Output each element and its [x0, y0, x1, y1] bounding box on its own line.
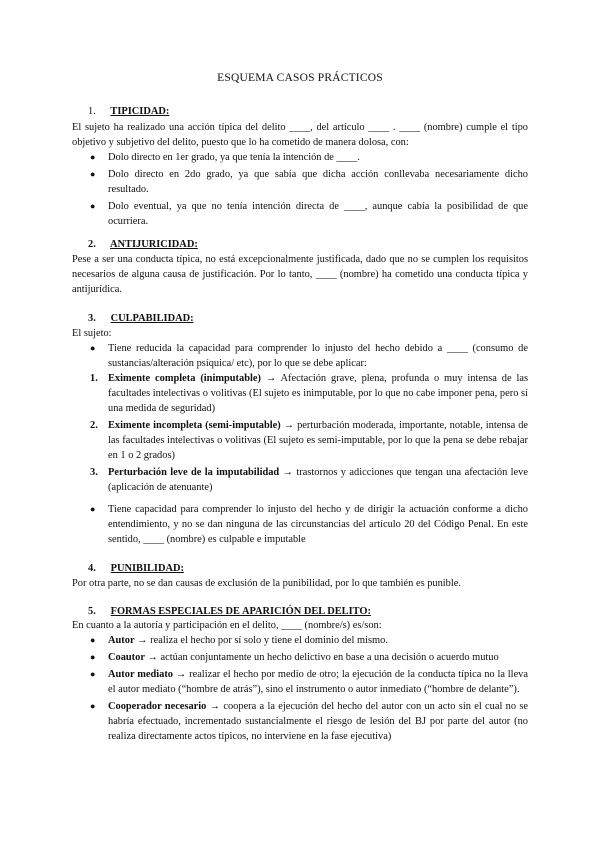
section-5-intro: En cuanto a la autoría y participación en el delito, ____ (nombre/s) es/son:: [72, 620, 382, 631]
section-1-intro: El sujeto ha realizado una acción típica del delito ____, del artículo ____ . ____ (nombre) cumple el tipo objetivo y subjetivo del delito, puesto que lo ha cometido de manera dolosa, con:: [72, 122, 528, 148]
section-4-heading: [72, 561, 184, 576]
item-number: 3.: [90, 467, 98, 478]
section-title: ANTIJURICIDAD:: [110, 239, 198, 250]
section-title: TIPICIDAD:: [110, 106, 170, 117]
bullet-icon: ●: [90, 701, 96, 711]
list-item: ● Tiene reducida la capacidad para comprender lo injusto del hecho debido a ____ (consumo de sustancias/alteración psíquica/ etc), por lo que se debe aplicar:: [90, 343, 528, 369]
section-4-text: Por otra parte, no se dan causas de exclusión de la punibilidad, por lo que también es punible.: [72, 578, 461, 589]
section-5-bullets: [72, 633, 528, 746]
list-item: ● Tiene capacidad para comprender lo injusto del hecho y de dirigir la actuación conforme a dicho entendimiento, y no se dan ninguna de las circunstancias del artículo 20 del Código Penal. En este sentido, ____ (nombre) es culpable e imputable: [90, 504, 528, 545]
bullet-icon: ●: [90, 635, 96, 645]
bullet-icon: ●: [90, 201, 96, 211]
bullet-icon: ●: [90, 152, 96, 162]
section-number: 5.: [88, 606, 96, 617]
bullet-icon: ●: [90, 504, 96, 514]
section-title: PUNIBILIDAD:: [110, 563, 184, 574]
section-5-heading: [72, 604, 371, 619]
section-number: 4.: [88, 563, 96, 574]
section-2-heading: [72, 237, 198, 252]
section-3-bullet-1: [72, 341, 528, 373]
list-item: ● Cooperador necesario → coopera a la ejecución del hecho del autor con un acto sin el cual no se habría efectuado, incrementado sustancialmente el riesgo de lesión del BJ por parte del autor (no realiza directamente actos típicos, no interviene en la fase ejecutiva): [90, 701, 529, 742]
bullet-icon: ●: [90, 343, 96, 353]
section-number: 2.: [88, 239, 96, 250]
list-item: ● Dolo eventual, ya que no tenía intención directa de ____, aunque cabía la posibilidad de que ocurriera.: [90, 201, 528, 227]
section-3-numbered-list: [72, 371, 528, 497]
list-item: ● Dolo directo en 2do grado, ya que sabía que dicha acción conllevaba necesariamente dicho resultado.: [90, 169, 528, 195]
section-title: FORMAS ESPECIALES DE APARICIÓN DEL DELITO:: [110, 606, 371, 617]
section-title: CULPABILIDAD:: [110, 313, 194, 324]
bullet-icon: ●: [90, 652, 96, 662]
section-3-heading: [72, 311, 194, 326]
list-item: ● Autor → realiza el hecho por sí solo y tiene el dominio del mismo.: [90, 635, 388, 646]
list-item: 3. Perturbación leve de la imputabilidad → trastornos y adicciones que tengan una afectación leve (aplicación de atenuante): [90, 467, 528, 493]
section-number: 1.: [88, 106, 96, 117]
list-item: ● Autor mediato → realizar el hecho por medio de otro; la ejecución de la conducta típica no la lleva el autor mediato (“hombre de atrás”), sino el instrumento o autor inmediato (“hombre de delante”).: [90, 669, 528, 695]
list-item: 1. Eximente completa (inimputable) → Afectación grave, plena, profunda o muy intensa de las facultades intelectivas o volitivas (El sujeto es inimputable, por lo que no cabe imponer pena, pero sí una medida de seguridad): [90, 373, 528, 414]
list-item: ● Dolo directo en 1er grado, ya que tenía la intención de ____.: [90, 152, 360, 163]
bullet-icon: ●: [90, 169, 96, 179]
bullet-icon: ●: [90, 669, 96, 679]
section-1-heading: [72, 104, 169, 119]
section-3-intro: El sujeto:: [72, 328, 112, 339]
section-2-text: Pese a ser una conducta típica, no está excepcionalmente justificada, dado que no se cumplen los requisitos necesarios de alguna causa de justificación. Por lo tanto, ____ (nombre) ha cometido una conducta típica y antijurídica.: [72, 254, 528, 295]
section-number: 3.: [88, 313, 96, 324]
list-item: 2. Eximente incompleta (semi-imputable) → perturbación moderada, importante, notable, intensa de las facultades intelectivas o volitivas (El sujeto es semi-imputable, por lo que la pena se debe rebajar en 1 o 2 grados): [90, 420, 528, 461]
section-3-bullet-2: [72, 502, 528, 549]
section-1-bullets: [72, 150, 528, 231]
list-item: ● Coautor → actúan conjuntamente un hecho delictivo en base a una decisión o acuerdo mutuo: [90, 652, 499, 663]
item-number: 1.: [90, 373, 98, 384]
document-title: ESQUEMA CASOS PRÁCTICOS: [217, 72, 383, 84]
item-number: 2.: [90, 420, 98, 431]
